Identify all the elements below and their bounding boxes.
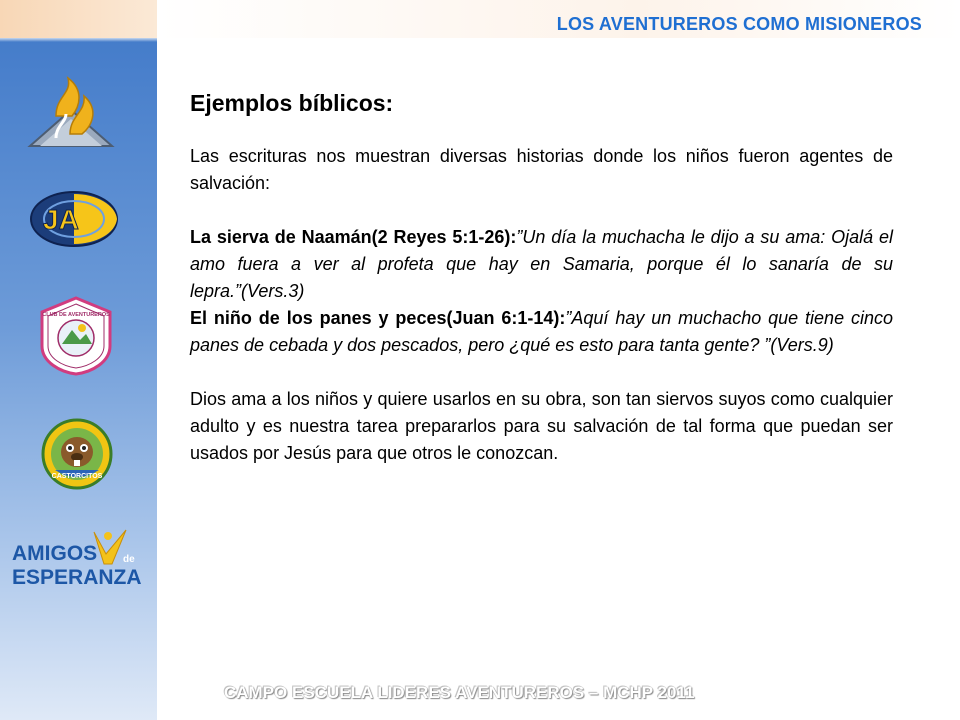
amigos-logo-line1: AMIGOS [12,542,98,565]
example-loaves-quote: ”Aquí hay un muchacho que tiene cinco panes de cebada y dos pescados, pero ¿qué es esto para tanta gente? ”(Vers.9) [190,308,893,355]
sidebar-corner-shadow [0,38,157,42]
spacer [190,359,893,386]
club-de-aventureros-logo-icon [36,296,116,376]
example-naaman-title: La sierva de Naamán(2 Reyes 5:1-26): [190,227,517,247]
castorcitos-logo-icon [41,418,113,490]
amigos-de-esperanza-logo-icon [8,528,148,590]
example-naaman-quote: ”Un día la muchacha le dijo a su ama: Ojalá el amo fuera a ver al profeta que hay en Samaria, porque él lo sanaría de su lepra.”(Vers.3) [190,227,893,301]
footer-text: CAMPO ESCUELA LIDERES AVENTUREROS – MCHP 2011 [224,683,695,702]
sidebar-corner [0,0,157,38]
closing-text: Dios ama a los niños y quiere usarlos en su obra, son tan siervos suyos como cualquier adulto y es nuestra tarea prepararlos para su salvación de tal forma que puedan ser usados por Jesús para que otros le conozcan. [190,389,893,463]
spacer [190,197,893,224]
closing-paragraph [190,386,893,467]
castorcitos-logo-text: CASTORCITOS [51,473,103,480]
adventist-church-logo-icon [26,76,116,156]
example-naaman [190,224,893,305]
example-loaves-title: El niño de los panes y peces(Juan 6:1-14): [190,308,566,328]
page-title: LOS AVENTUREROS COMO MISIONEROS [556,14,922,34]
ja-logo-text: JA [43,204,79,235]
slide-content [190,88,893,467]
intro-paragraph [190,143,893,197]
ja-youth-logo-icon [29,189,119,249]
club-logo-text: CLUB DE AVENTUREROS [42,312,110,318]
example-loaves [190,305,893,359]
intro-text: Las escrituras nos muestran diversas historias donde los niños fueron agentes de salvación: [190,146,893,193]
amigos-logo-de: de [123,554,135,565]
section-heading: Ejemplos bíblicos: [190,90,394,116]
sidebar [0,0,157,720]
amigos-logo-line2: ESPERANZA [12,566,142,589]
